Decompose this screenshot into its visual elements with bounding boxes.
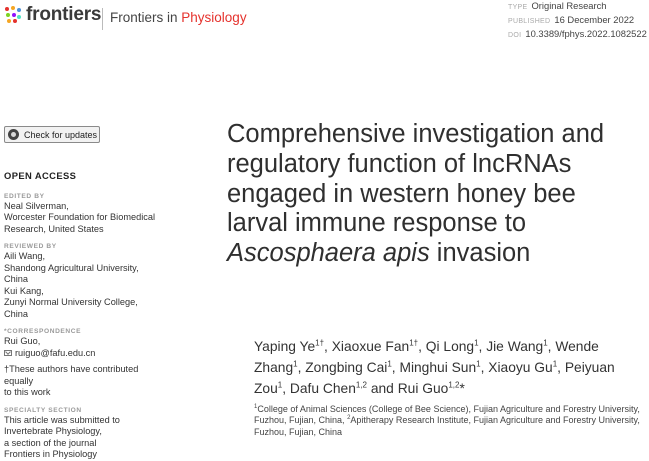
author[interactable]: Zongbing Cai$^1$ (305, 359, 392, 376)
title-species: Ascosphaera apis (227, 239, 430, 268)
correspondence-label: *CORRESPONDENCE (4, 328, 82, 335)
title-main: Comprehensive investigation and regulatory function of lncRNAs engaged in western honey bee larval immune response to (227, 120, 605, 238)
correspondence-name: Rui Guo, (4, 336, 41, 346)
edited-by-label: EDITED BY (4, 192, 45, 200)
equal-contribution-note: †These authors have contributed equally to this work (4, 364, 139, 397)
check-for-updates-label: Check for updates (24, 129, 98, 140)
affiliation-1: College of Animal Sciences (College of Bee Science), Fujian Agriculture and Forestry University, Fuzhou, Fujian, China, (254, 404, 640, 426)
reviewer-info: Aili Wang, Shandong Agricultural University, China Kui Kang, Zunyi Normal University College, China (4, 251, 139, 319)
type-value: Original Research (531, 0, 607, 11)
author[interactable]: Dafu Chen$^{1,2}$ (289, 380, 367, 397)
author[interactable]: Qi Long$^1$ (425, 338, 479, 354)
author[interactable]: Wende Zhang$^1$ (254, 339, 599, 376)
specialty-section-label: SPECIALTY SECTION (4, 406, 82, 414)
doi-label: DOI (508, 31, 522, 39)
header-divider (102, 8, 103, 30)
mail-icon (4, 350, 12, 356)
specialty-section-text: This article was submitted to Invertebrate Physiology, a section of the journal Frontiers in Physiology (4, 414, 120, 459)
reviewed-by-label: REVIEWED BY (4, 243, 57, 250)
open-access-label: OPEN ACCESS (4, 170, 77, 181)
author[interactable]: Peiyuan Zou$^1$ (254, 360, 615, 397)
editor-info: Neal Silverman, Worcester Foundation for Biomedical Research, United States (4, 200, 155, 234)
affiliation-2: Apitherapy Research Institute, Fujian Agriculture and Forestry University, Fuzhou, Fujian, China (254, 415, 640, 437)
author[interactable]: Xiaoxue Fan$^{1\dagger}$ (331, 338, 419, 354)
affiliation-marker: 2 (347, 415, 351, 422)
author-list: Yaping $Ye^{1\dagger}$, Xiaoxue Fan$^{1\dagger}$, Qi Long$^1$, Jie Wang$^1$, Wende Zhang$^1$, Zongbing Cai$^1$, Minghui Sun$^1$, Xiaoyu Gu$^1$, Peiyuan Zou$^1$, Dafu Chen$^{1,2}$ and Rui Guo$^{1,2}$* (254, 338, 615, 397)
article-sidebar (4, 170, 164, 461)
journal-title: Physiology (181, 10, 247, 25)
type-label: TYPE (508, 4, 528, 11)
logo-text: frontiers (26, 4, 102, 25)
author[interactable]: Minghui Sun$^1$ (399, 359, 481, 376)
author[interactable]: Yaping $Ye^{1\dagger}$ (254, 338, 325, 354)
correspondence-email[interactable]: ruiguo@fafu.edu.cn (15, 347, 96, 358)
author[interactable]: Xiaoyu Gu$^1$ (488, 359, 558, 376)
affiliations (254, 404, 646, 438)
author[interactable]: Rui Guo$^{1,2}$ (397, 380, 460, 397)
author[interactable]: Jie Wang$^1$ (486, 338, 548, 354)
journal-name[interactable] (110, 10, 247, 25)
frontiers-logo-icon (4, 6, 22, 24)
published-label: PUBLISHED (508, 17, 551, 25)
article-meta (508, 0, 647, 41)
check-for-updates-button[interactable] (4, 126, 100, 143)
correspondence-email-row (4, 348, 164, 360)
update-check-icon (8, 129, 19, 140)
title-end: invasion (429, 239, 531, 268)
affiliation-marker: 1 (254, 404, 258, 410)
published-value: 16 December 2022 (554, 13, 635, 25)
journal-prefix: Frontiers in (110, 10, 182, 25)
frontiers-logo[interactable] (4, 4, 101, 26)
doi-link[interactable]: 10.3389/fphys.2022.1082522 (525, 27, 647, 39)
article-title (227, 120, 637, 269)
